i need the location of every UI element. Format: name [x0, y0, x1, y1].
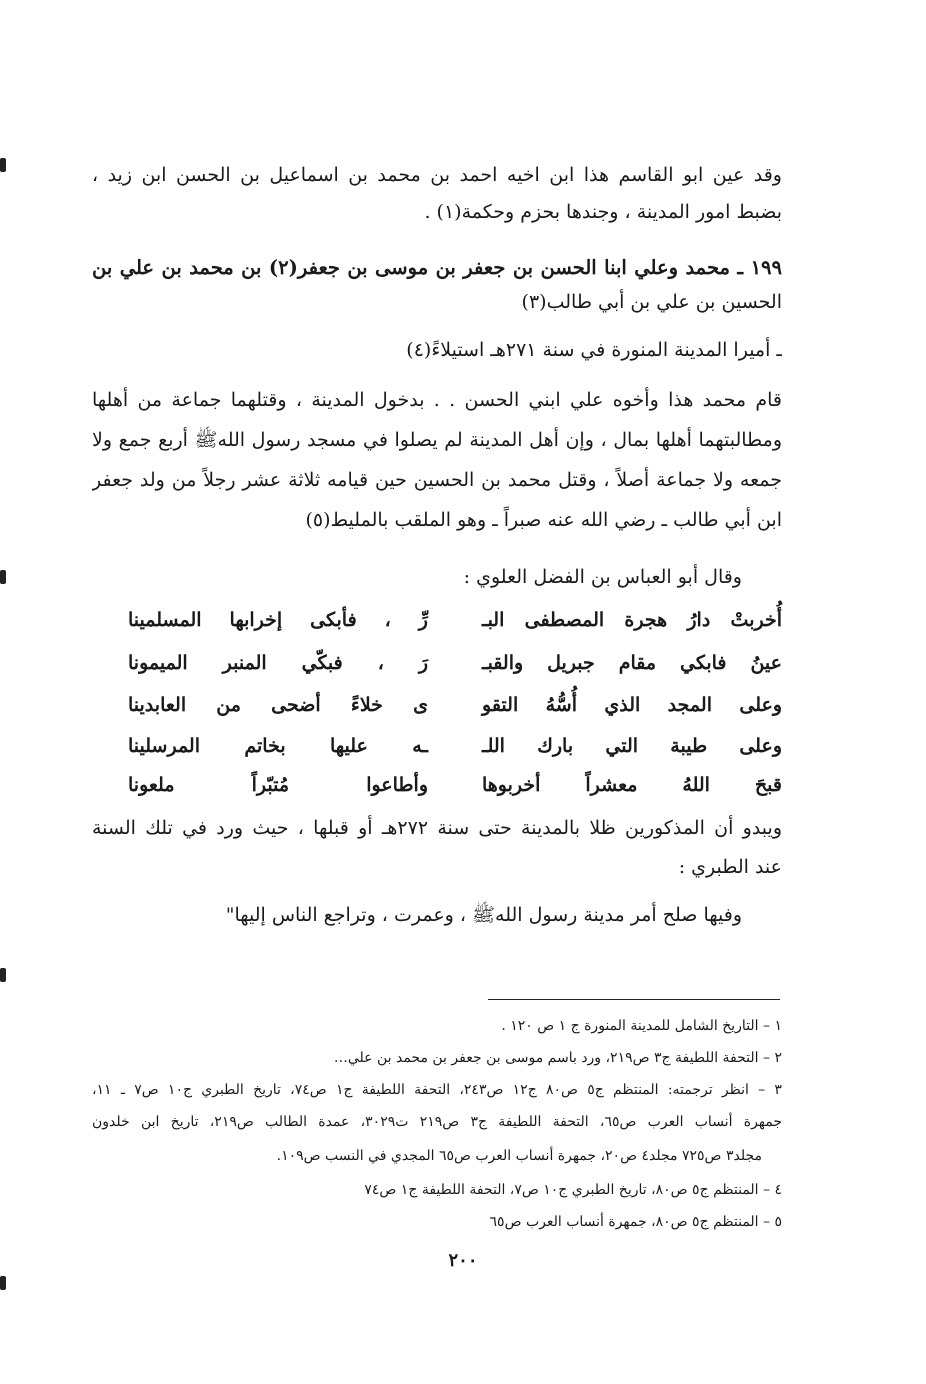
poem-verse [128, 690, 782, 720]
verse-second-hemistich: رِّ ، فأبكى إخرابها المسلمينا [128, 609, 428, 631]
paragraph-line: ومطالبتهما أهلها بمال ، وإن أهل المدينة لم يصلوا في مسجد رسول اللهﷺ أربع جمع ولا [92, 429, 782, 451]
footnote-cont: مجلد٣ ص٧٢٥ مجلد٤ ص٢٠، جمهرة أنساب العرب ص٦٥ المجدي في النسب ص١٠٩. [276, 1148, 762, 1164]
verse-second-hemistich: رَ ، فبكّي المنبر الميمونا [128, 652, 428, 674]
verse-second-hemistich: ى خلاءً أضحى من العابدينا [128, 694, 428, 716]
footnote-cont: جمهرة أنساب العرب ص٦٥، التحفة اللطيفة ج٣ ص٢١٩ ت٣٠٢٩، عمدة الطالب ص٢١٩، تاريخ ابن خلدون [92, 1114, 782, 1130]
verse-first-hemistich: وعلى المجد الذي أُسُّهُ التقو [482, 694, 782, 716]
paragraph-line: جمعه ولا جماعة أصلاً ، وقتل محمد بن الحسين حين قيامه ثلاثة عشر رجلاً من ولد جعفر [92, 469, 782, 491]
footnote: ٤ – المنتظم ج٥ ص٨٠، تاريخ الطبري ج١٠ ص٧، التحفة اللطيفة ج١ ص٧٤ [364, 1182, 782, 1198]
paragraph-line: ابن أبي طالب ـ رضي الله عنه صبراً ـ وهو الملقب بالمليط(٥) [305, 509, 782, 531]
entry-heading-cont: الحسين بن علي بن أبي طالب(٣) [521, 291, 782, 313]
footnote: ١ – التاريخ الشامل للمدينة المنورة ج ١ ص ١٢٠ . [501, 1018, 782, 1034]
poem-verse [128, 770, 782, 800]
verse-second-hemistich: ـه عليها بخاتم المرسلينا [128, 735, 428, 757]
verse-first-hemistich: أُخربتْ دارُ هجرة المصطفى البـ [482, 609, 782, 631]
verse-first-hemistich: عينُ فابكي مقام جبريل والقبـ [482, 652, 782, 674]
paragraph-line: عند الطبري : [678, 856, 782, 878]
scan-mark [0, 1276, 6, 1290]
poem-intro: وقال أبو العباس بن الفضل العلوي : [463, 566, 742, 588]
poem-verse [128, 605, 782, 635]
poem-verse [128, 648, 782, 678]
verse-second-hemistich: وأطاعوا مُتبّراً ملعونا [128, 774, 428, 796]
verse-first-hemistich: وعلى طيبة التي بارك اللـ [482, 735, 782, 757]
entry-subheading: ـ أميرا المدينة المنورة في سنة ٢٧١هـ استيلاءً(٤) [406, 339, 782, 361]
paragraph-line: ويبدو أن المذكورين ظلا بالمدينة حتى سنة ٢٧٢هـ أو قبلها ، حيث ورد في تلك السنة [92, 817, 782, 839]
paragraph-line: بضبط امور المدينة ، وجندها بحزم وحكمة(١) . [424, 201, 782, 223]
quote-line: وفيها صلح أمر مدينة رسول اللهﷺ ، وعمرت ، وتراجع الناس إليها" [225, 904, 742, 926]
footnote: ٥ – المنتظم ج٥ ص٨٠، جمهرة أنساب العرب ص٦٥ [489, 1214, 782, 1230]
footnote: ٢ – التحفة اللطيفة ج٣ ص٢١٩، ورد باسم موسى بن جعفر بن محمد بن علي… [333, 1050, 782, 1066]
page-number: ٢٠٠ [448, 1250, 478, 1271]
scan-mark [0, 968, 6, 982]
poem-verse [128, 731, 782, 761]
paragraph-line: وقد عين ابو القاسم هذا ابن اخيه احمد بن محمد بن اسماعيل بن الحسن ابن زيد ، [92, 164, 782, 186]
entry-heading: ١٩٩ ـ محمد وعلي ابنا الحسن بن جعفر بن موسى بن جعفر(٢) بن محمد بن علي بن [92, 256, 782, 279]
footnote: ٣ – انظر ترجمته: المنتظم ج٥ ص٨٠ ج١٢ ص٢٤٣، التحفة اللطيفة ج١ ص٧٤، تاريخ الطبري ج١٠ ص٧ ـ ١١، [92, 1082, 782, 1098]
verse-first-hemistich: قبحَ اللهُ معشراً أخربوها [482, 774, 782, 796]
footnote-separator [488, 999, 780, 1000]
paragraph-line: قام محمد هذا وأخوه علي ابني الحسن . . بدخول المدينة ، وقتلهما جماعة من أهلها [92, 389, 782, 411]
scan-mark [0, 158, 6, 172]
scan-mark [0, 570, 6, 584]
